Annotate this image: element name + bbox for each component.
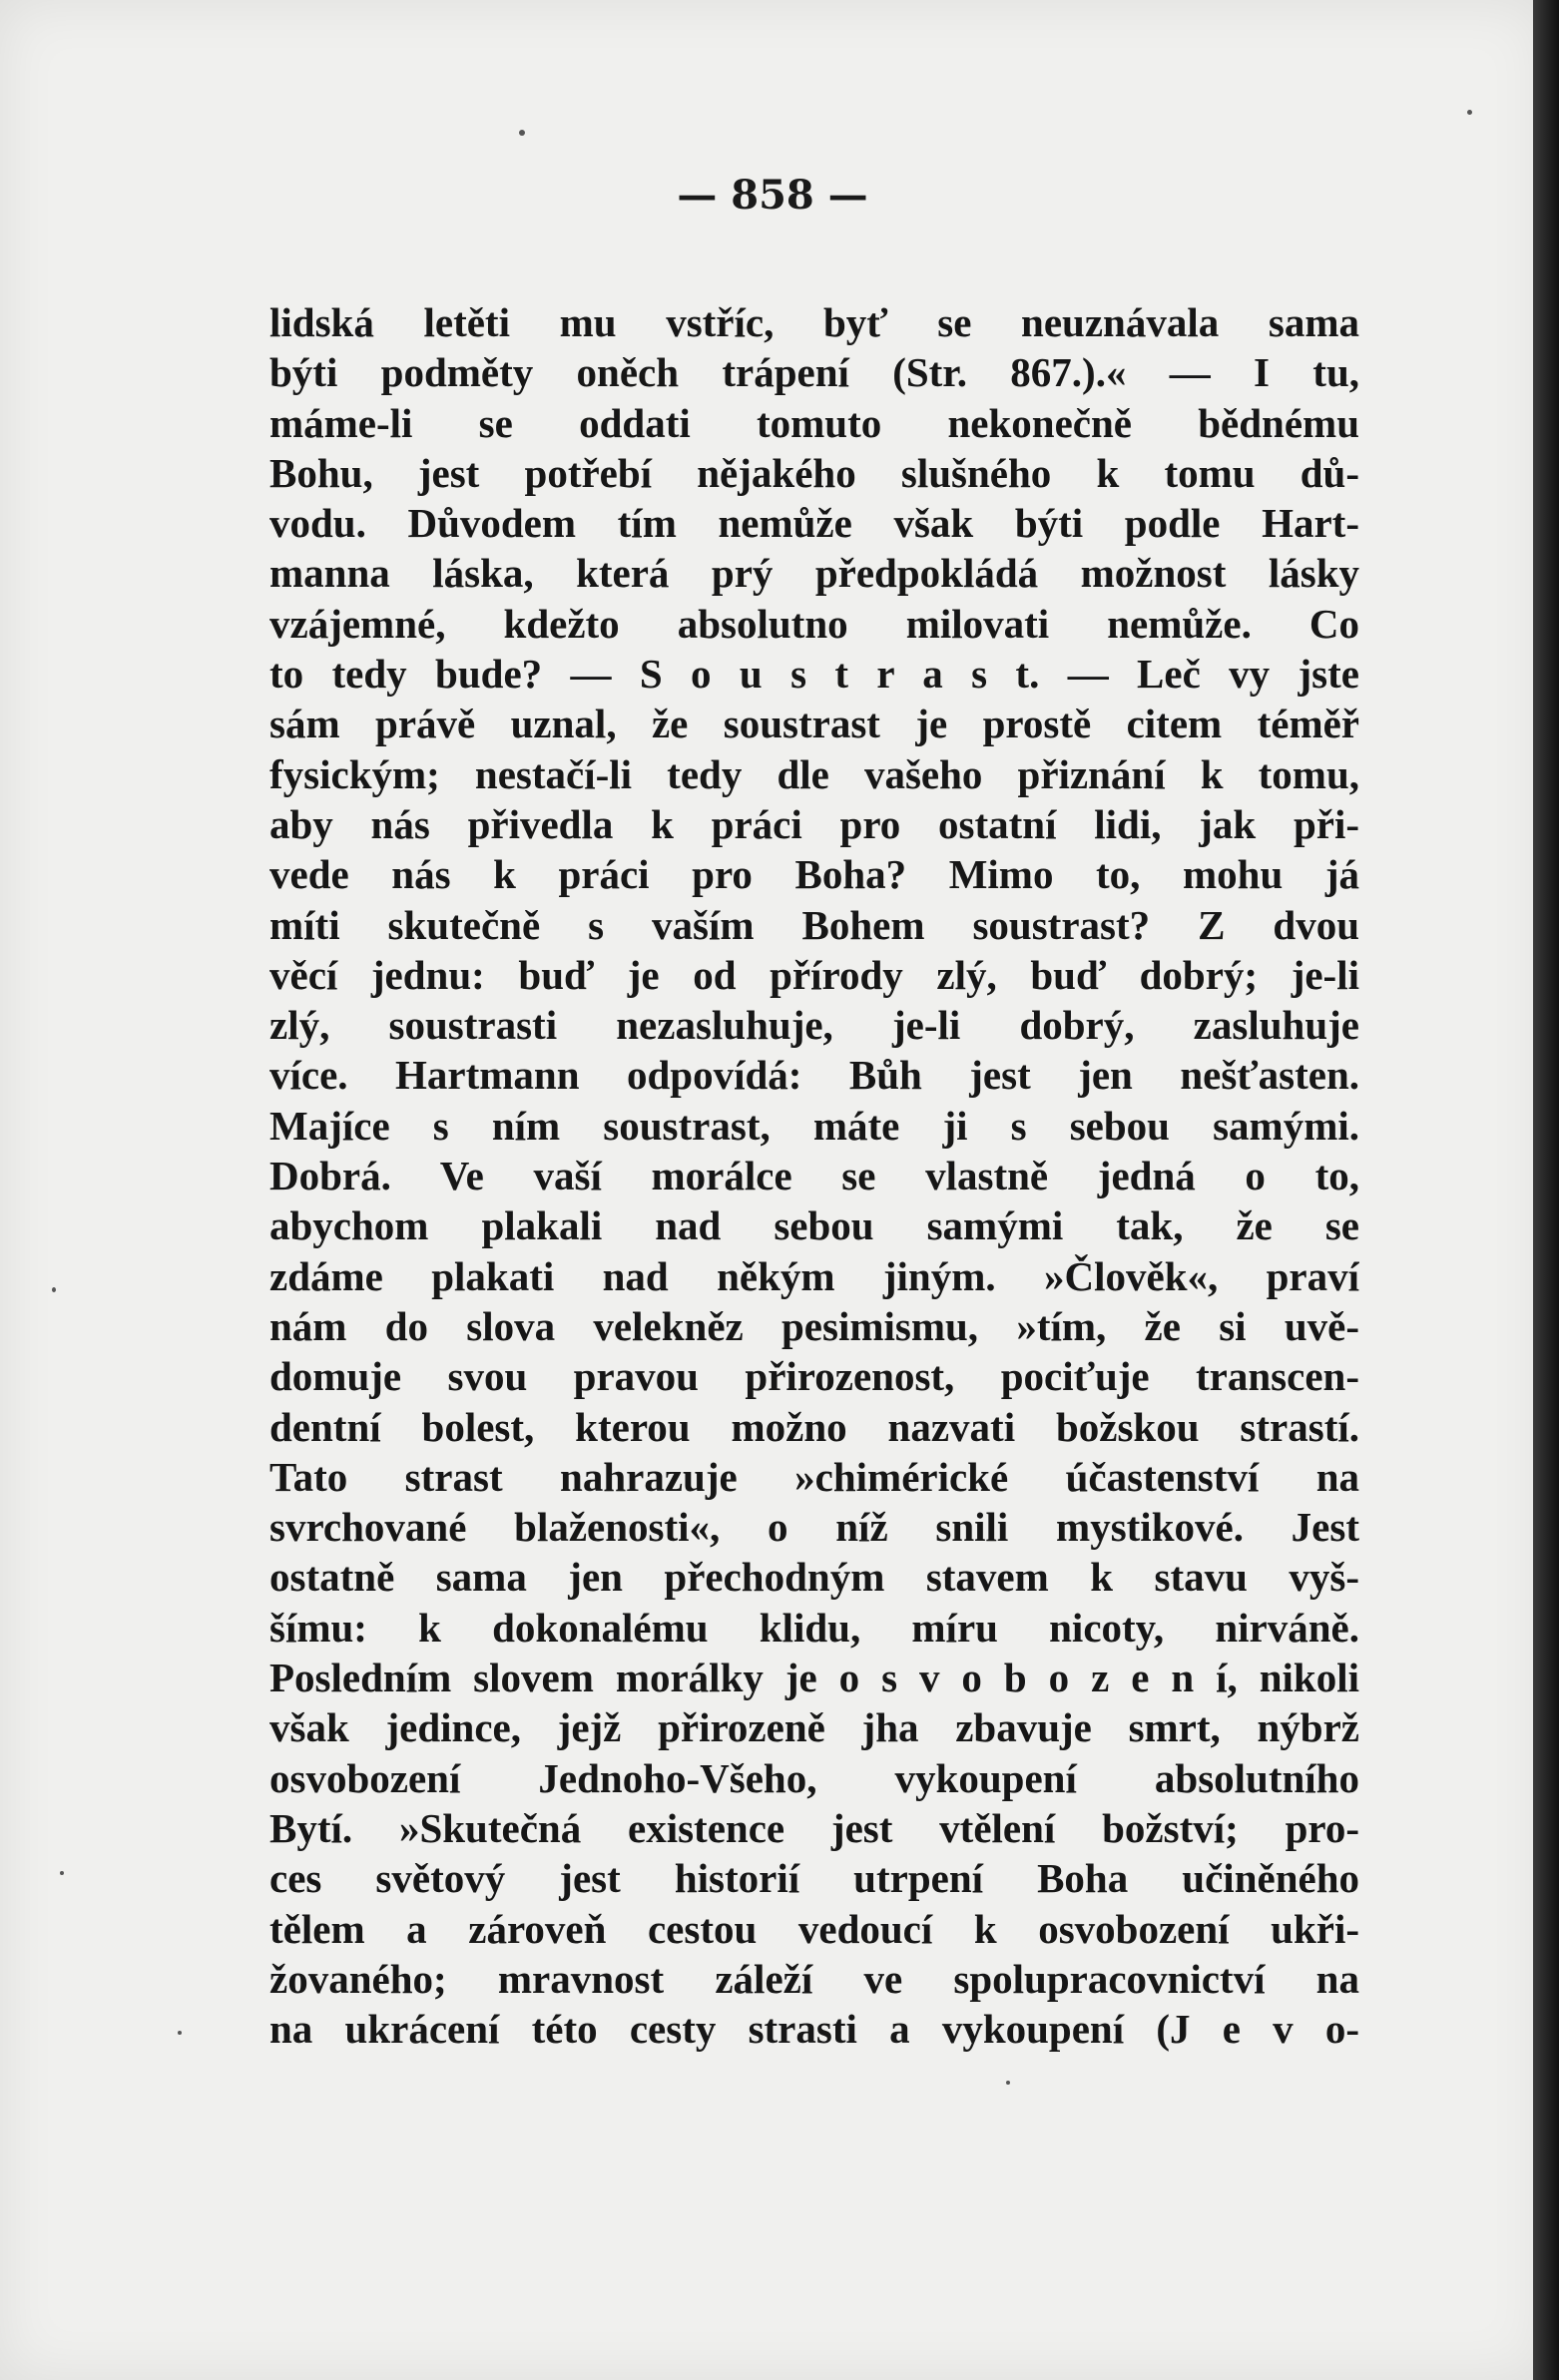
body-text	[269, 297, 1359, 2054]
text-line: aby nás přivedla k práci pro ostatní lidi, jak při-	[269, 800, 1359, 847]
text-line: Majíce s ním soustrast, máte ji s sebou samými.	[269, 1102, 1359, 1149]
text-line: věcí jednu: buď je od přírody zlý, buď dobrý; je-li	[269, 951, 1359, 998]
text-line: Bytí. »Skutečná existence jest vtělení božství; pro-	[269, 1804, 1359, 1851]
text-line: více. Hartmann odpovídá: Bůh jest jen nešťasten.	[269, 1052, 1359, 1099]
text-line: abychom plakali nad sebou samými tak, že se	[269, 1202, 1359, 1249]
page-number: — 858 —	[677, 172, 868, 219]
text-line: vodu. Důvodem tím nemůže však býti podle Hart-	[269, 500, 1359, 547]
text-line: dentní bolest, kterou možno nazvati božskou strastí.	[269, 1403, 1359, 1450]
text-line: Bohu, jest potřebí nějakého slušného k tomu dů-	[269, 449, 1359, 496]
text-line: na ukrácení této cesty strasti a vykoupení (J e v o-	[269, 2006, 1359, 2053]
scan-speck	[519, 130, 525, 136]
text-line: šímu: k dokonalému klidu, míru nicoty, nirváně.	[269, 1604, 1359, 1651]
scan-speck	[60, 1871, 64, 1875]
text-line: ostatně sama jen přechodným stavem k stavu vyš-	[269, 1554, 1359, 1601]
text-line: tělem a zároveň cestou vedoucí k osvobození ukři-	[269, 1905, 1359, 1952]
text-line: máme-li se oddati tomuto nekonečně bědnému	[269, 399, 1359, 446]
text-line: Tato strast nahrazuje »chimérické účastenství na	[269, 1453, 1359, 1500]
text-line: sám právě uznal, že soustrast je prostě citem téměř	[269, 701, 1359, 747]
text-line: to tedy bude? — S o u s t r a s t. — Leč vy jste	[269, 651, 1359, 698]
text-line: ces světový jest historií utrpení Boha učiněného	[269, 1855, 1359, 1902]
text-line: domuje svou pravou přirozenost, pociťuje transcen-	[269, 1353, 1359, 1400]
text-line: žovaného; mravnost záleží ve spolupracovnictví na	[269, 1955, 1359, 2002]
text-line: vzájemné, kdežto absolutno milovati nemůže. Co	[269, 600, 1359, 647]
text-line: fysickým; nestačí-li tedy dle vašeho přiznání k tomu,	[269, 750, 1359, 797]
scan-speck	[1006, 2081, 1010, 2085]
scan-speck	[52, 1287, 56, 1292]
scan-speck	[1467, 110, 1472, 115]
text-line: svrchované blaženosti«, o níž snili mystikové. Jest	[269, 1504, 1359, 1551]
text-line: Posledním slovem morálky je o s v o b o z e n í, nikoli	[269, 1655, 1359, 1701]
page-edge-shadow	[1533, 0, 1559, 2380]
text-line: nám do slova velekněz pesimismu, »tím, že si uvě-	[269, 1302, 1359, 1349]
text-line: však jedince, jejž přirozeně jha zbavuje smrt, nýbrž	[269, 1704, 1359, 1751]
text-line: Dobrá. Ve vaší morálce se vlastně jedná o to,	[269, 1153, 1359, 1199]
text-line: zlý, soustrasti nezasluhuje, je-li dobrý, zasluhuje	[269, 1002, 1359, 1049]
text-line: lidská letěti mu vstříc, byť se neuznávala sama	[269, 299, 1359, 345]
text-line: manna láska, která prý předpokládá možnost lásky	[269, 550, 1359, 597]
text-line: osvobození Jednoho-Všeho, vykoupení absolutního	[269, 1754, 1359, 1801]
text-line: vede nás k práci pro Boha? Mimo to, mohu já	[269, 851, 1359, 898]
scan-speck	[178, 2031, 182, 2035]
text-line: zdáme plakati nad někým jiným. »Člověk«, praví	[269, 1252, 1359, 1299]
text-line: míti skutečně s vaším Bohem soustrast? Z dvou	[269, 901, 1359, 948]
text-line: býti podměty oněch trápení (Str. 867.).« — I tu,	[269, 349, 1359, 396]
